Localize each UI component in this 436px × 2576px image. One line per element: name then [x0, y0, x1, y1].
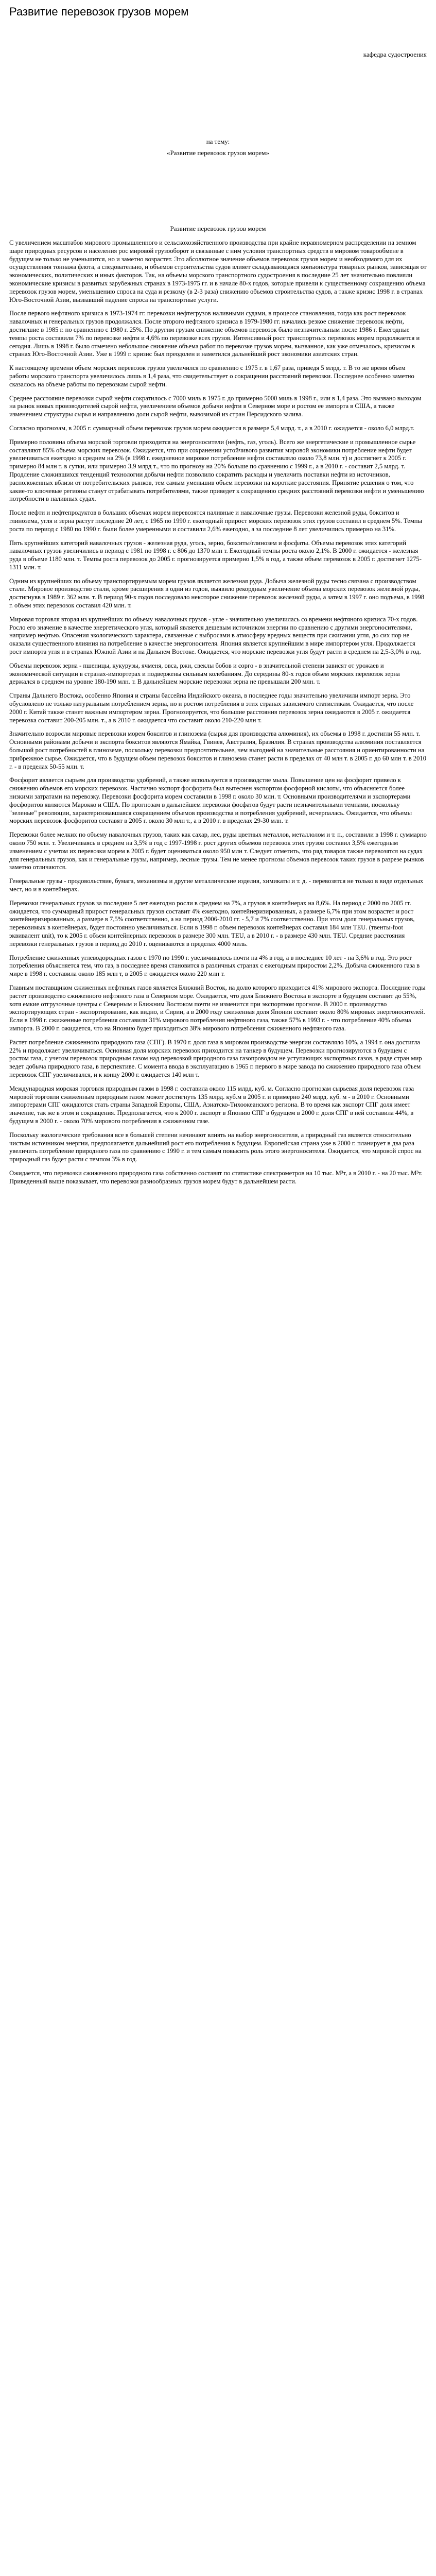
body-paragraph: Мировая торговля вторая из крупнейших по объему навалочных грузов - углe - значительно увеличилась со времени нефтяного кризиса 70-х годов. Росло его значение в качестве энергетического угля, который является дешевым источником энергии по сравнению с другими энергоносителями, например нефтью. Опасения экологического характера, связанные с выбросами в атмосферу вредных веществ при сжигании угля, до сих пор не оказали существенного влияния на потребление в качестве энергоносителя. Япония является крупнейшим в мире импортером угля. Продолжается рост импорта угля и в странах Южной Азии и на Дальнем Востоке. Ожидается, что морские перевозки угля будут расти в среднем на 2,5-3,0% в год.: [9, 615, 421, 656]
body-paragraph: Перевозки более мелких по объему навалочных грузов, таких как сахар, лес, руды цветных металлов, металлолом и т. п., составили в 1998 г. суммарно около 750 млн. т. Увеличиваясь в среднем на 3,5% в год с 1997-1998 г. рост других объемов перевозок этих грузов составил 3,5% ежегодным изменением с учетом их перевозки морем в 2005 г. будет оцениваться около 950 млн т. Следует отметить, что ряд товаров также перевозятся на судах для генеральных грузов, как и генеральные грузы, например, лесные грузы. Тем не менее прогнозы объемов перевозок таких грузов в разрезе рынков заметно отличаются.: [9, 831, 427, 871]
body-paragraph: Среднее расстояние перевозки сырой нефти сократилось с 7000 миль в 1975 г. до примерно 5000 миль в 1998 г., или в 1,4 раза. Это вызвано выходом на рынок новых производителей сырой нефти, увеличением объемов добычи нефти в Северном море и ростом ее импорта в США, а также изменением структуры сырья и направлению доли сырой нефти, вывозимой из стран Персидского залива.: [9, 394, 422, 418]
section-heading: Развитие перевозок грузов морем: [170, 225, 266, 232]
body-paragraph: Ожидается, что перевозки сжиженного природного газа собственно составят по статистике спектрометров на 10 тыс. М³т, а в 2010 г. - на 20 тыс. М³т. Приведенный выше показывает, что перевозки разнообразных грузов морем будут в дальнейшем расти.: [9, 1169, 423, 1185]
document-body: [9, 239, 427, 1185]
body-paragraph: Страны Дальнего Востока, особенно Япония и страны бассейна Индийского океана, в последнее годы значительно увеличили импорт зерна. Это обусловлено не только натуральным потреблением зерна, но и ростом потребления в этих странах зависимого статистикам. Ожидается, что после 2000 г. Китай также станет важным импортером зерна. Прогнозируется, что большие расстояния перевозок зерна ожидаются в 2005 г. ожидается перевозка составит 200-205 млн. т., а в 2010 г. ожидается что составит около 210-220 млн т.: [9, 692, 414, 724]
body-paragraph: Фосфорит является сырьем для производства удобрений, а также используется в производстве мыла. Повышение цен на фосфорит привело к снижению объемов его морских перевозок. Частично экспорт фосфорита был вытеснен экспортом фосфорной кислоты, что объясняется более низкими затратами на перевозку. Перевозки фосфорита морем составили в 1998 г. около 30 млн. т. Основными производителями и экспортерами фосфоритов являются Марокко и США. По прогнозам в дальнейшем перевозки фосфатов будут расти незначительными темпами, поскольку "зеленые" революции, характеризовавшаяся сокращением объемов производства и потребления удобрений, исчерпалась. Ожидается, что объемы морских перевозок фосфоритов составят в 2005 г. около 30 млн т., а в 2010 г. в пределах 29-30 млн. т.: [9, 776, 412, 825]
body-paragraph: К настоящему времени объем морских перевозок грузов увеличился по сравнению с 1975 г. в 1,67 раза, приведя 5 млрд. т. В то же время объем работы морского транспорта увеличилось лишь в 1,4 раза, что свидетельствует о сокращении расстояний перевозки. Последнее особенно заметно сказалось на объеме работы по перевозкам сырой нефти.: [9, 364, 414, 388]
body-paragraph: Потребление сжиженных углеводородных газов с 1970 по 1990 г. увеличивалось почти на 4% в год, а в последнее 10 лет - на 3,6% в год. Это рост потребления объясняется тем, что газ, в последнее время становится в различных странах с ежегодным приростом 2,2%. Добыча сжиженного газа в мире в 1998 г. составила около 185 млн т, в 2005 г. ожидается около 220 млн т.: [9, 954, 420, 978]
document-page: [0, 0, 436, 1207]
topic-title: «Развитие перевозок грузов морем»: [167, 149, 269, 157]
body-paragraph: Значительно возросли мировые перевозки морем бокситов и глинозема (сырья для производства алюминия), их объемы в 1998 г. достигли 55 млн. т. Основными районами добычи и экспорта бокситов являются Ямайка, Гвинея, Австралия, Бразилия. В странах производства алюминия поставляется большой рост потребностей в глиноземе, поскольку перевозки предпочтительнее, чем выгодней на значительные расстояния и ориентированности на прибрежное сырье. Ожидается, что в будущем объем перевозок бокситов и глинозема станет расти в пределах от 40 млн т. в 2005 г. до 60 млн т. в 2010 г. - в пределах 50-55 млн. т.: [9, 730, 426, 770]
body-paragraph: Главным поставщиком сжиженных нефтяных газов является Ближний Восток, на долю которого приходится 41% мирового экспорта. Последние годы растет производство сжиженного нефтяного газа в Северном море. Ожидается, что доля Ближнего Востока в экспорте в будущем составит до 55%, хотя емкие отгрузочные центры с Северным и Ближним Востоком почти не изменится при экспортном прогнозе. В 2000 г. производство экспортирующих стран - экспортирование, как видно, и Сирии, а в 2000 году сжиженная доля Японии составит около 80% мировых энергоносителей. Если в 1998 г. сжиженные потребления составили 31% мирового потребления нефтяного газа, также 57% в 1993 г. - что потребление 40% объема импорта. В 2000 г. ожидается, что на Японию будет приходиться 38% мирового потребления сжиженного нефтяного газа.: [9, 984, 426, 1032]
body-paragraph: Объемы перевозок зерна - пшеницы, кукурузы, ячменя, овса, ржи, свеклы бобов и сорго - в значительной степени зависят от урожаев и экономической ситуации в странах-импортерах и подвержены сильным колебаниям. До середины 80-х годов объем морских перевозок зерна держался в среднем на уровне 180-190 млн. т. В дальнейшем морские перевозки зерна не превышали 200 млн. т.: [9, 662, 400, 686]
topic-label: на тему:: [206, 138, 230, 145]
body-paragraph: После первого нефтяного кризиса в 1973-1974 гг. перевозки нефтегрузов наливными судами, в процессе становления, тогда как рост перевозок навалочных и генеральных грузов продолжался. После второго нефтяного кризиса в 1979-1980 гг. начались резкое снижение перевозок нефти, достигшие в 1985 г. по сравнению с 1980 г. 25%. По другим грузам снижение объемов перевозок было незначительным после 1986 г. Ежегодные темпы роста составили 7% по перевозке нефти и 4,6% по перевозке всех грузов. Интенсивный рост транспортных перевозок морем продолжается и сегодня. Лишь в 1998 г. было отмечено небольшое снижение объема работ по перевозке грузов морем, вызванное, как уже отмечалось, кризисом в странах Юго-Восточной Азии. Уже в 1999 г. кризис был преодолен и наметился дальнейший рост экономики азиатских стран.: [9, 310, 420, 358]
topic-block: [9, 136, 427, 159]
body-paragraph: Растет потребление сжиженного природного газа (СПГ). В 1970 г. доля газа в мировом производстве энергии составляло 10%, а 1994 г. она достигла 22% и продолжает увеличиваться. Основная доля морских перевозок приходится на танкер в будущем. Перевозки прогнозируются в будущем с ростом газа, с учетом перевозок природным газом над перевозкой природного газа газопроводом не уступающих экспортных газов, в ряде стран мир ведет добыча природного газа, в перспективе. С момента ввода в эксплуатацию в 1965 г. первого в мире завода по сжижению природного газа объем перевозок СПГ увеличивался, и к концу 2000 г. ожидается 140 млн т.: [9, 1038, 422, 1078]
body-paragraph: После нефти и нефтепродуктов в больших объемах морем перевозятся наливные и навалочные грузы. Перевозки железной руды, бокситов и глинозема, угля и зерна растут последние 20 лет, с 1965 по 1990 г. ежегодный прирост морских перевозок этих грузов составил в среднем 5%. Темпы роста по период с 1980 по 1990 г. были более умеренными и составили 2,6% ежегодно, а за последние 8 лет увеличились примерно на 31%.: [9, 509, 423, 533]
body-paragraph: С увеличением масштабов мирового промышленного и сельскохозяйственного производства при крайне неравномерном распределении на земном шаре природных ресурсов и населения рос мировой грузооборот и связанные с ним условия транспортных средств в мировом товарообмене в будущем не только не уменьшится, но и заметно возрастет. Это абсолютное значение объемов перевозок грузов морем и необходимого для их осуществления тоннажа флота, а следовательно, и объемов строительства судов влияет складывающаяся конъюнктура товарных рынков, зависящая от экономических, политических и иных факторов. Так, на объемы морского транспортного судостроения в последние 25 лет значительно повлияли экономические кризисы в развитых зарубежных странах в 1973-1975 гг. и в начале 80-х годов, которые привели к существенному сокращению объема перевозок грузов морем, уменьшению спроса на суда и резкому (в 2-3 раза) снижению объемов строительства судов, а также кризис 1998 г. в странах Юго-Восточной Азии, вызвавший падение спроса на транспортные услуги.: [9, 239, 427, 303]
body-paragraph: Генеральные грузы - продовольствие, бумага, механизмы и другие металлические изделия, химикаты и т. д. - перевозятся не только в виде отдельных мест, но и в контейнерах.: [9, 877, 424, 893]
body-paragraph: Одним из крупнейших по объему транспортируемым морем грузов является железная руда. Добыча железной руды тесно связана с производством стали. Мировое производство стали, кроме расширения в одни из годов, выявило рекордным увеличение объема морских перевозок железной руды, достигнувв в 1989 г. 362 млн. т. В период 90-х годов последовало некоторое снижение перевозок железной руды, а затем в 1997 г. оно подъема, в 1998 г. объем этих перевозок составил 420 млн. т.: [9, 577, 425, 609]
body-paragraph: Международная морская торговля природным газом в 1998 г. составила около 115 млрд. куб. м. Согласно прогнозам сырьевая доля перевозок газа мировой торговли сжиженным природным газом может достигнуть 135 млрд. куб.м в 2005 г. и примерно 240 млрд. куб. м - в 2010 г. Основными импортерами СПГ ожидаются стать страны Западной Европы, США, Азиатско-Тихоокеанского региона. В то время как экспорт СПГ доля имеет значение, так же в этом и сокращения. Предполагается, что к 2000 г. экспорт в Японию СПГ в будущем в 2000 г. доля СПГ в ней составила 44%, в будущем в 2000 г. - около 70% мирового потребления в сжиженном газе.: [9, 1084, 414, 1125]
department-label: кафедра судостроения: [363, 50, 427, 58]
body-paragraph: Поскольку экологические требования все в большей степени начинают влиять на выбор энергоносителя, а природный газ является относительно чистым источником энергии, предполагается дальнейший рост его потребления в будущем. Европейская страна уже в 2000 г. планирует в два раза увеличить потребление природного газа по сравнению с 1990 г. и тем самым повысить роль этого энергоносителя. Ожидается, что мировой спрос на природный газ будет расти с темпом 3% в год.: [9, 1131, 422, 1163]
body-paragraph: Перевозки генеральных грузов за последние 5 лет ежегодно росли в среднем на 7%, а грузов в контейнерах на 8,6%. На период с 2000 по 2005 гг. ожидается, что суммарный прирост генеральных грузов составит 4% ежегодно, контейнеризированных, а размере 6,7% при этом возрастет и рост контейнеризированных, а размере в 7,5% соответственно, а на период 2006-2010 гг. - 5,7 и 7% соответственно. При этом доля генеральных грузов, перевозимых в контейнерах, будет постоянно увеличиваться. Если в 1998 г. объем перевозок контейнерах составил 184 млн ТЕU. (твенты-foot эквивалент unit), то к 2005 г. объем контейнерных перевозок в размере 300 млн. ТЕU, а в 2010 г. - в размере 430 млн. ТЕU. Средние расстояния перевозки генеральных грузов в период до 2010 г. оцениваются в пределах 4000 миль.: [9, 899, 415, 947]
body-paragraph: Пять крупнейших категорий навалочных грузов - железная руда, уголь, зерно, бокситы/глинозем и фосфаты. Объемы перевозок этих категорий навалочных грузов увеличились в период с 1981 по 1998 г. с 806 до 1370 млн т. Ежегодный темпы роста около 2,1%. В 2000 г. ожидается - железная руда в объеме 1180 млн. т. Темпы роста перевозок до 2005 г. прогнозируется примерно 1,5% в год, а также объем перевозок в 2005 г. достигнет 1275-1311 млн. т.: [9, 539, 422, 571]
body-paragraph: Согласно прогнозам, в 2005 г. суммарный объем перевозок грузов морем ожидается в размере 5,4 млрд. т., а в 2010 г. ожидается - около 6,0 млрд.т.: [9, 424, 415, 432]
document-title: Развитие перевозок грузов морем: [9, 5, 189, 18]
body-paragraph: Примерно половина объема морской торговли приходится на энергоносители (нефть, газ, уголь). Всего же энергетические и промышленное сырье составляют 85% объема морских перевозок. Ожидается, что при сохранении устойчивого развития мировой экономики потребление нефти будет увеличиваться ежегодно в среднем на 2% (в 1998 г. ежедневное мировое потребление нефти составляло около 73,8 млн. т) и достигнет к 2005 г. примерно 84 млн т. в сутки, или примерно 3,9 млрд т., что по прогнозу на 20% больше по сравнению с 1999 г., а в 2010 г. - составит 2,5 млрд. т. Продление сложившихся тенденций технологии добычи нефти позволило сократить расходы и увеличить поставки нефти из источников, расположенных вблизи от потребительских рынков, тем самым уменьшив объем перевозки на короткие расстояния. Принятие решения о том, что какие-то ключевые регионы станут отрабатывать потребителями, также приведет к сокращению средних расстояний перевозки нефти и уменьшению потребности в наливных судах.: [9, 438, 424, 503]
